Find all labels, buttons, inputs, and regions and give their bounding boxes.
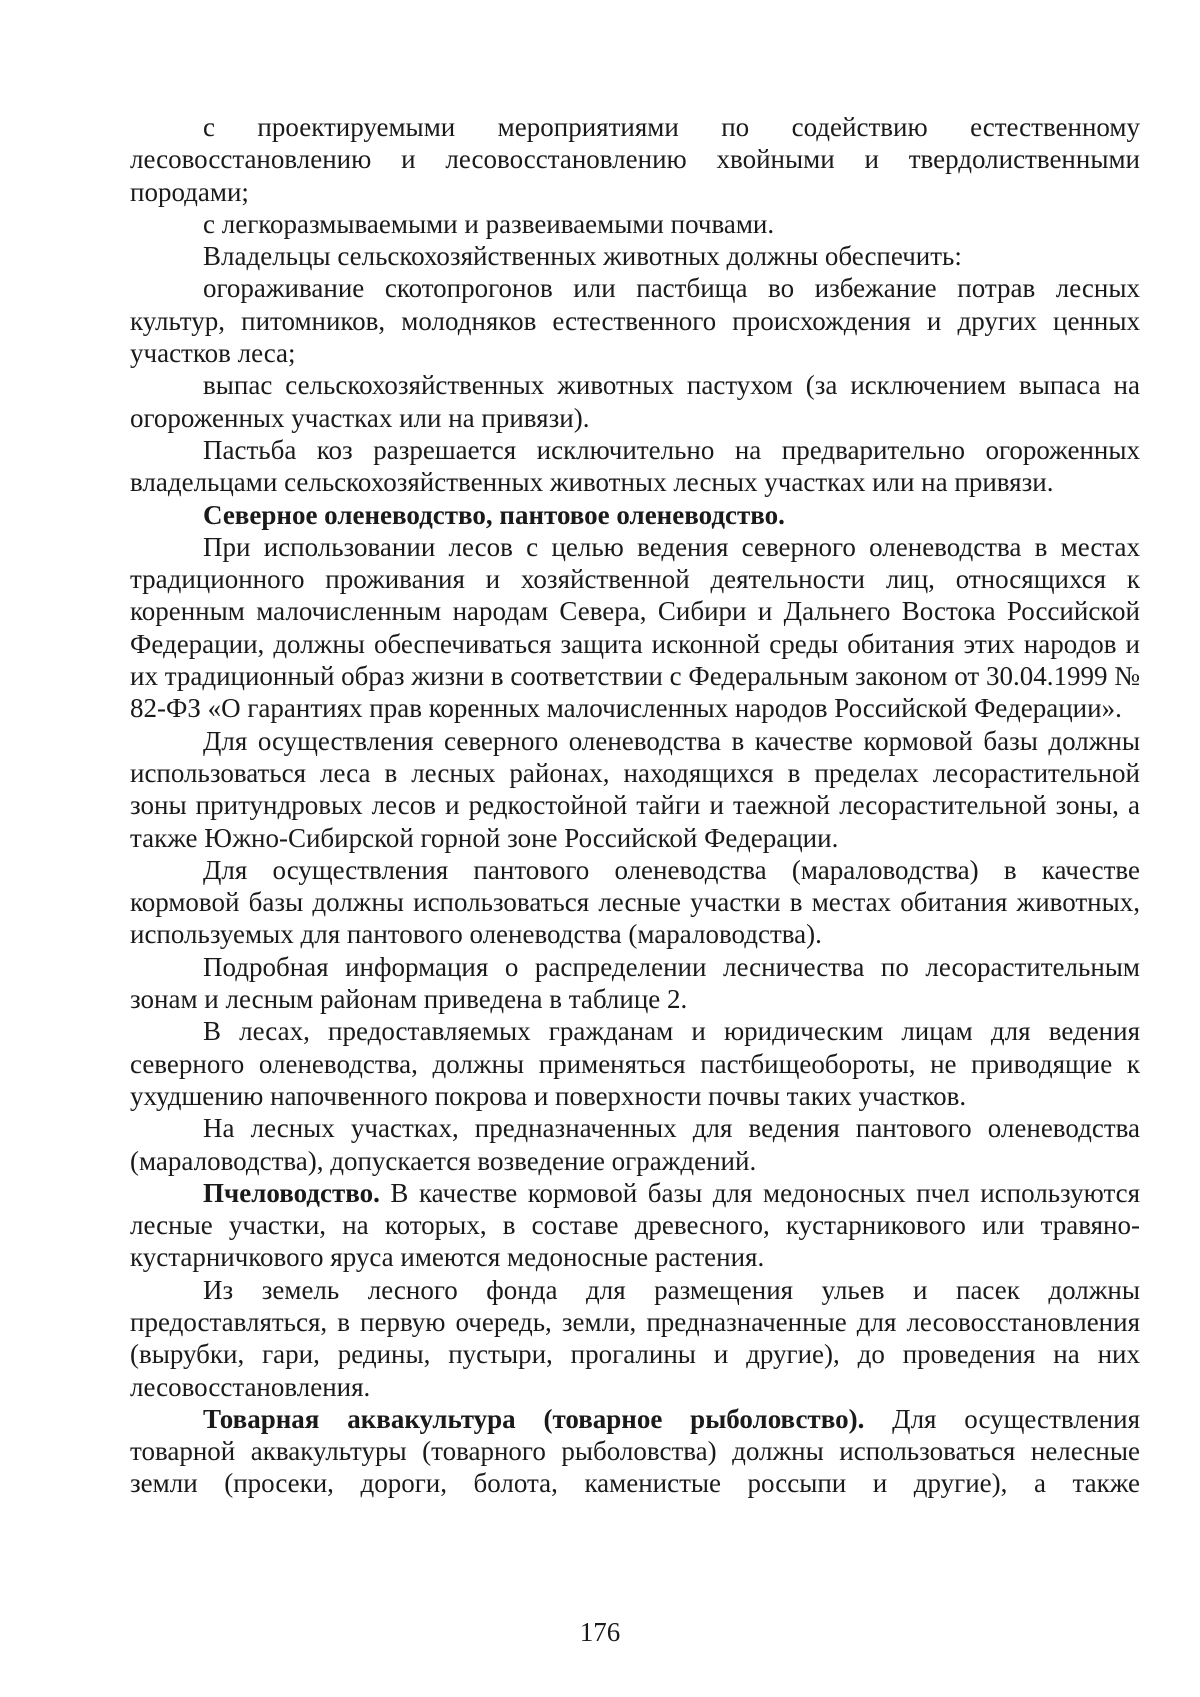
paragraph: Товарная аквакультура (товарное рыболовство). Для осуществления товарной аквакультуры (товарного рыболовства) должны использоваться нелесные земли (просеки, дороги, болота, каменистые россыпи и другие), а также <box>130 1403 1140 1499</box>
inline-heading: Пчеловодство. <box>203 1177 380 1208</box>
paragraph: Подробная информация о распределении лесничества по лесорастительным зонам и лесным районам приведена в таблице 2. <box>130 951 1140 1015</box>
paragraph: Для осуществления пантового оленеводства (мараловодства) в качестве кормовой базы должны использоваться лесные участки в местах обитания животных, используемых для пантового оленеводства (мараловодства). <box>130 854 1140 950</box>
paragraph: Из земель лесного фонда для размещения ульев и пасек должны предоставляться, в первую очередь, земли, предназначенные для лесовосстановления (вырубки, гари, редины, пустыри, прогалины и другие), до проведения на них лесовосстановления. <box>130 1274 1140 1402</box>
paragraph: На лесных участках, предназначенных для ведения пантового оленеводства (мараловодства), допускается возведение ограждений. <box>130 1113 1140 1176</box>
paragraph: Пастьба коз разрешается исключительно на предварительно огороженных владельцами сельскохозяйственных животных лесных участках или на привязи. <box>130 434 1140 498</box>
paragraph: огораживание скотопрогонов или пастбища во избежание потрав лесных культур, питомников, молодняков естественного происхождения и других ценных участков леса; <box>130 273 1140 369</box>
paragraph: выпас сельскохозяйственных животных пастухом (за исключением выпаса на огороженных участках или на привязи). <box>130 370 1140 433</box>
paragraph: Пчеловодство. В качестве кормовой базы для медоносных пчел используются лесные участки, на которых, в составе древесного, кустарникового или травяно-кустарничкового яруса имеются медоносные растения. <box>130 1177 1140 1273</box>
section-heading: Северное оленеводство, пантовое оленеводство. <box>203 499 785 530</box>
paragraph: Для осуществления северного оленеводства в качестве кормовой базы должны использоваться леса в лесных районах, находящихся в пределах лесорастительной зоны притундровых лесов и редкостойной тайги и таежной лесорастительной зоны, а также Южно-Сибирской горной зоне Российской Федерации. <box>130 725 1140 853</box>
paragraph: В лесах, предоставляемых гражданам и юридическим лицам для ведения северного оленеводства, должны применяться пастбищеобороты, не приводящие к ухудшению напочвенного покрова и поверхности почвы таких участков. <box>130 1016 1140 1111</box>
paragraph: с проектируемыми мероприятиями по содействию естественному лесовосстановлению и лесовосстановлению хвойными и твердолиственными породами; <box>130 112 1140 207</box>
page-number: 176 <box>579 1617 621 1647</box>
document-body <box>130 111 1140 1500</box>
inline-heading: Товарная аквакультура (товарное рыболовство). <box>203 1403 865 1434</box>
paragraph: с легкоразмываемыми и развеиваемыми почвами. <box>203 208 775 239</box>
paragraph: Владельцы сельскохозяйственных животных должны обеспечить: <box>203 241 962 272</box>
paragraph: При использовании лесов с целью ведения северного оленеводства в местах традиционного проживания и хозяйственной деятельности лиц, относящихся к коренным малочисленным народам Севера, Сибири и Дальнего Востока Российской Федерации, должны обеспечиваться защита исконной среды обитания этих народов и их традиционный образ жизни в соответствии с Федеральным законом от 30.04.1999 № 82-ФЗ «О гарантиях прав коренных малочисленных народов Российской Федерации». <box>130 531 1140 724</box>
